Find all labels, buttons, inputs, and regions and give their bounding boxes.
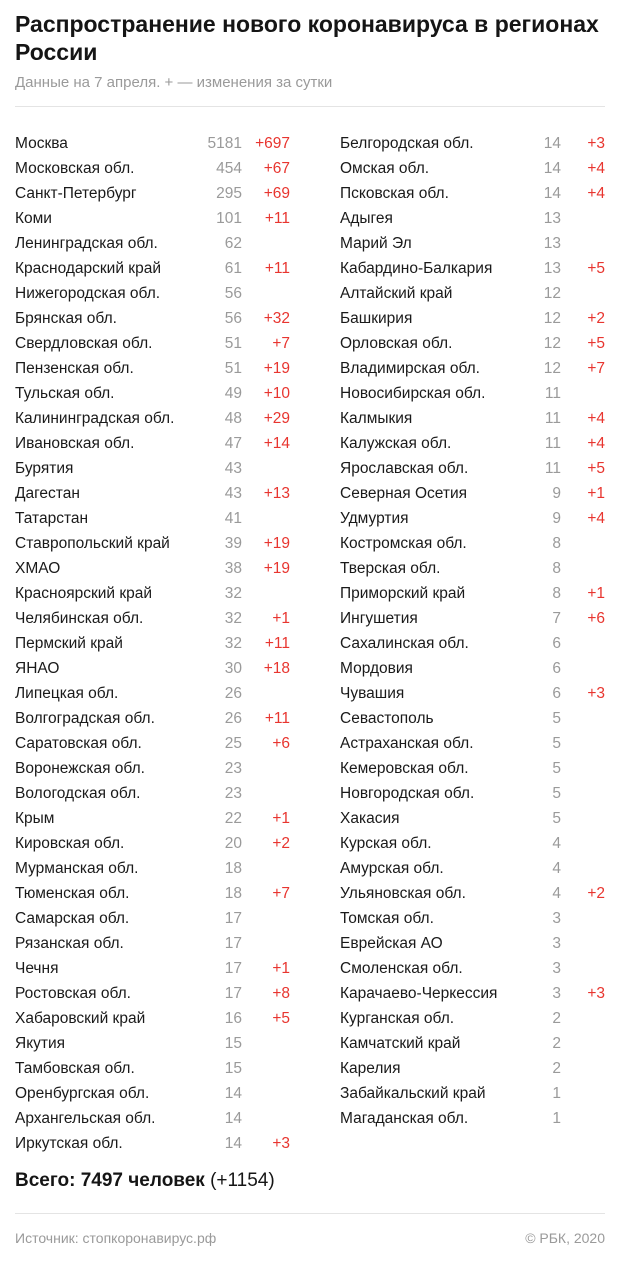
region-row — [15, 531, 290, 556]
region-row — [340, 756, 605, 781]
region-daily-change: +5 — [587, 335, 605, 352]
region-name: Владимирская обл. — [340, 360, 480, 377]
region-cases: 41 — [224, 510, 242, 527]
region-row — [340, 231, 605, 256]
region-cases: 6 — [552, 660, 561, 677]
region-daily-change: +19 — [263, 360, 290, 377]
region-cases: 56 — [224, 285, 242, 302]
region-row — [15, 281, 290, 306]
region-daily-change: +5 — [587, 260, 605, 277]
region-name: Калмыкия — [340, 410, 413, 427]
region-row — [340, 431, 605, 456]
region-cases: 51 — [224, 335, 242, 352]
page-subtitle: Данные на 7 апреля. + — изменения за сутки — [15, 74, 333, 91]
region-daily-change: +3 — [272, 1135, 290, 1152]
region-daily-change: +2 — [587, 310, 605, 327]
region-cases: 56 — [224, 310, 242, 327]
region-cases: 48 — [224, 410, 242, 427]
region-row — [340, 731, 605, 756]
region-daily-change: +7 — [587, 360, 605, 377]
region-daily-change: +4 — [587, 410, 605, 427]
footer-divider — [15, 1213, 605, 1214]
region-row — [340, 981, 605, 1006]
region-cases: 2 — [552, 1060, 561, 1077]
region-name: Ярославская обл. — [340, 460, 469, 477]
region-cases: 7 — [552, 610, 561, 627]
region-row — [340, 956, 605, 981]
region-cases: 32 — [224, 635, 242, 652]
region-name: Сахалинская обл. — [340, 635, 469, 652]
region-cases: 23 — [224, 760, 242, 777]
region-name: Ульяновская обл. — [340, 885, 466, 902]
region-row — [15, 781, 290, 806]
region-cases: 12 — [543, 285, 561, 302]
regions-column-right — [340, 131, 605, 1131]
region-name: Нижегородская обл. — [15, 285, 161, 302]
region-daily-change: +19 — [263, 535, 290, 552]
region-cases: 5 — [552, 710, 561, 727]
region-cases: 17 — [224, 910, 242, 927]
region-cases: 23 — [224, 785, 242, 802]
region-row — [340, 781, 605, 806]
region-row — [15, 706, 290, 731]
region-name: Тамбовская обл. — [15, 1060, 135, 1077]
region-name: Ивановская обл. — [15, 435, 135, 452]
region-row — [15, 131, 290, 156]
region-name: Свердловская обл. — [15, 335, 153, 352]
region-name: Мурманская обл. — [15, 860, 139, 877]
region-cases: 9 — [552, 485, 561, 502]
region-cases: 2 — [552, 1010, 561, 1027]
region-name: Новосибирская обл. — [340, 385, 486, 402]
region-row — [340, 406, 605, 431]
region-cases: 13 — [543, 235, 561, 252]
region-daily-change: +18 — [263, 660, 290, 677]
region-daily-change: +1 — [587, 485, 605, 502]
region-name: Орловская обл. — [340, 335, 453, 352]
region-cases: 454 — [216, 160, 242, 177]
region-daily-change: +29 — [263, 410, 290, 427]
region-name: Крым — [15, 810, 55, 827]
region-row — [340, 806, 605, 831]
region-name: Адыгея — [340, 210, 393, 227]
region-daily-change: +2 — [587, 885, 605, 902]
region-cases: 17 — [224, 985, 242, 1002]
region-row — [15, 306, 290, 331]
region-name: Приморский край — [340, 585, 466, 602]
region-cases: 6 — [552, 685, 561, 702]
region-row — [15, 681, 290, 706]
region-row — [340, 606, 605, 631]
region-name: Томская обл. — [340, 910, 434, 927]
region-daily-change: +11 — [264, 635, 290, 652]
region-row — [340, 656, 605, 681]
region-daily-change: +7 — [272, 885, 290, 902]
region-row — [340, 506, 605, 531]
region-name: Курская обл. — [340, 835, 432, 852]
region-row — [340, 306, 605, 331]
region-row — [340, 456, 605, 481]
region-name: Чувашия — [340, 685, 405, 702]
region-cases: 3 — [552, 910, 561, 927]
total-delta: (+1154) — [210, 1170, 275, 1191]
region-cases: 20 — [224, 835, 242, 852]
region-name: Курганская обл. — [340, 1010, 455, 1027]
region-name: Марий Эл — [340, 235, 412, 252]
region-cases: 43 — [224, 460, 242, 477]
region-row — [340, 681, 605, 706]
region-cases: 14 — [224, 1085, 242, 1102]
region-cases: 1 — [552, 1085, 561, 1102]
region-name: Краснодарский край — [15, 260, 161, 277]
region-name: Ленинградская обл. — [15, 235, 158, 252]
total-summary — [15, 1170, 275, 1192]
region-name: Саратовская обл. — [15, 735, 142, 752]
region-daily-change: +3 — [587, 135, 605, 152]
header-divider — [15, 106, 605, 107]
region-name: Москва — [15, 135, 68, 152]
region-daily-change: +3 — [587, 685, 605, 702]
region-name: Кемеровская обл. — [340, 760, 469, 777]
region-row — [15, 806, 290, 831]
region-daily-change: +4 — [587, 160, 605, 177]
region-name: Коми — [15, 210, 52, 227]
region-row — [15, 581, 290, 606]
region-row — [15, 506, 290, 531]
region-daily-change: +3 — [587, 985, 605, 1002]
region-name: Забайкальский край — [340, 1085, 486, 1102]
region-row — [15, 881, 290, 906]
region-name: ЯНАО — [15, 660, 60, 677]
region-name: Вологодская обл. — [15, 785, 141, 802]
region-name: Астраханская обл. — [340, 735, 474, 752]
region-name: Башкирия — [340, 310, 413, 327]
region-cases: 17 — [224, 960, 242, 977]
region-row — [340, 181, 605, 206]
region-name: Псковская обл. — [340, 185, 449, 202]
region-row — [340, 156, 605, 181]
region-cases: 6 — [552, 635, 561, 652]
region-row — [340, 281, 605, 306]
region-cases: 15 — [224, 1060, 242, 1077]
region-daily-change: +67 — [263, 160, 290, 177]
region-daily-change: +8 — [272, 985, 290, 1002]
region-cases: 3 — [552, 985, 561, 1002]
region-daily-change: +13 — [263, 485, 290, 502]
region-name: Карачаево-Черкессия — [340, 985, 498, 1002]
region-cases: 3 — [552, 935, 561, 952]
region-daily-change: +4 — [587, 435, 605, 452]
region-row — [340, 881, 605, 906]
region-row — [15, 631, 290, 656]
region-cases: 101 — [216, 210, 242, 227]
region-name: Тульская обл. — [15, 385, 115, 402]
region-row — [15, 981, 290, 1006]
region-row — [340, 831, 605, 856]
region-row — [15, 606, 290, 631]
region-name: Чечня — [15, 960, 59, 977]
region-name: Калининградская обл. — [15, 410, 175, 427]
region-row — [15, 956, 290, 981]
region-row — [15, 1081, 290, 1106]
region-name: Еврейская АО — [340, 935, 443, 952]
region-row — [15, 1106, 290, 1131]
region-cases: 26 — [224, 710, 242, 727]
region-cases: 11 — [544, 435, 561, 452]
region-row — [15, 731, 290, 756]
region-row — [15, 906, 290, 931]
region-row — [15, 331, 290, 356]
page-title: Распространение нового коронавируса в регионах России — [15, 11, 599, 65]
region-cases: 14 — [543, 135, 561, 152]
region-name: Ростовская обл. — [15, 985, 131, 1002]
region-row — [340, 256, 605, 281]
region-row — [340, 1006, 605, 1031]
region-row — [15, 356, 290, 381]
region-daily-change: +6 — [272, 735, 290, 752]
region-cases: 5 — [552, 785, 561, 802]
region-cases: 11 — [544, 460, 561, 477]
region-daily-change: +19 — [263, 560, 290, 577]
region-cases: 25 — [224, 735, 242, 752]
region-cases: 4 — [552, 860, 561, 877]
region-row — [340, 206, 605, 231]
region-name: Санкт-Петербург — [15, 185, 137, 202]
region-name: Белгородская обл. — [340, 135, 474, 152]
region-daily-change: +69 — [263, 185, 290, 202]
region-row — [15, 256, 290, 281]
region-daily-change: +1 — [272, 610, 290, 627]
region-row — [340, 1106, 605, 1131]
region-row — [15, 1131, 290, 1156]
region-cases: 32 — [224, 585, 242, 602]
region-name: Кировская обл. — [15, 835, 125, 852]
region-daily-change: +2 — [272, 835, 290, 852]
region-name: Севастополь — [340, 710, 434, 727]
region-name: Новгородская обл. — [340, 785, 475, 802]
region-row — [15, 1031, 290, 1056]
copyright-note: © РБК, 2020 — [525, 1230, 605, 1246]
region-row — [15, 206, 290, 231]
region-name: Татарстан — [15, 510, 89, 527]
region-daily-change: +11 — [264, 260, 290, 277]
region-cases: 17 — [224, 935, 242, 952]
region-daily-change: +5 — [587, 460, 605, 477]
region-name: Волгоградская обл. — [15, 710, 155, 727]
region-row — [15, 831, 290, 856]
region-daily-change: +7 — [272, 335, 290, 352]
region-name: Пермский край — [15, 635, 123, 652]
region-name: Магаданская обл. — [340, 1110, 469, 1127]
region-row — [15, 931, 290, 956]
region-row — [340, 331, 605, 356]
region-cases: 11 — [544, 385, 561, 402]
region-row — [340, 906, 605, 931]
region-cases: 14 — [224, 1110, 242, 1127]
region-row — [15, 656, 290, 681]
region-row — [15, 481, 290, 506]
region-name: Оренбургская обл. — [15, 1085, 150, 1102]
region-cases: 62 — [224, 235, 242, 252]
region-name: Тюменская обл. — [15, 885, 130, 902]
region-row — [340, 481, 605, 506]
region-cases: 51 — [224, 360, 242, 377]
region-cases: 61 — [224, 260, 242, 277]
region-daily-change: +697 — [255, 135, 290, 152]
region-name: Тверская обл. — [340, 560, 441, 577]
region-cases: 47 — [224, 435, 242, 452]
region-name: Иркутская обл. — [15, 1135, 123, 1152]
region-row — [15, 181, 290, 206]
region-row — [15, 156, 290, 181]
region-row — [15, 756, 290, 781]
region-row — [340, 581, 605, 606]
region-cases: 38 — [224, 560, 242, 577]
region-name: Якутия — [15, 1035, 66, 1052]
region-name: Архангельская обл. — [15, 1110, 156, 1127]
region-name: ХМАО — [15, 560, 61, 577]
region-cases: 49 — [224, 385, 242, 402]
region-row — [340, 856, 605, 881]
region-row — [340, 531, 605, 556]
region-row — [15, 406, 290, 431]
region-daily-change: +4 — [587, 185, 605, 202]
region-name: Бурятия — [15, 460, 74, 477]
region-cases: 18 — [224, 860, 242, 877]
region-daily-change: +11 — [264, 710, 290, 727]
region-name: Мордовия — [340, 660, 413, 677]
region-name: Омская обл. — [340, 160, 430, 177]
region-name: Рязанская обл. — [15, 935, 124, 952]
region-name: Смоленская обл. — [340, 960, 463, 977]
region-row — [340, 631, 605, 656]
region-daily-change: +5 — [272, 1010, 290, 1027]
region-cases: 5 — [552, 735, 561, 752]
region-row — [15, 556, 290, 581]
region-cases: 18 — [224, 885, 242, 902]
region-cases: 14 — [543, 160, 561, 177]
region-cases: 4 — [552, 835, 561, 852]
region-cases: 5181 — [207, 135, 242, 152]
region-name: Карелия — [340, 1060, 401, 1077]
region-row — [340, 1031, 605, 1056]
region-row — [15, 1056, 290, 1081]
region-row — [340, 556, 605, 581]
region-row — [340, 706, 605, 731]
region-cases: 295 — [216, 185, 242, 202]
region-daily-change: +32 — [263, 310, 290, 327]
region-cases: 14 — [543, 185, 561, 202]
region-name: Красноярский край — [15, 585, 153, 602]
region-row — [340, 381, 605, 406]
region-name: Ингушетия — [340, 610, 418, 627]
region-cases: 2 — [552, 1035, 561, 1052]
region-row — [15, 431, 290, 456]
region-row — [15, 231, 290, 256]
region-name: Северная Осетия — [340, 485, 468, 502]
region-cases: 8 — [552, 535, 561, 552]
region-cases: 8 — [552, 585, 561, 602]
region-cases: 26 — [224, 685, 242, 702]
region-daily-change: +10 — [263, 385, 290, 402]
region-row — [340, 356, 605, 381]
region-cases: 11 — [544, 410, 561, 427]
region-daily-change: +14 — [263, 435, 290, 452]
region-row — [15, 1006, 290, 1031]
region-name: Самарская обл. — [15, 910, 130, 927]
region-daily-change: +1 — [272, 960, 290, 977]
region-name: Костромская обл. — [340, 535, 467, 552]
region-cases: 1 — [552, 1110, 561, 1127]
region-name: Воронежская обл. — [15, 760, 145, 777]
region-cases: 9 — [552, 510, 561, 527]
region-row — [340, 131, 605, 156]
region-cases: 4 — [552, 885, 561, 902]
region-name: Хабаровский край — [15, 1010, 146, 1027]
total-label: Всего: 7497 человек — [15, 1170, 205, 1191]
region-name: Московская обл. — [15, 160, 135, 177]
region-cases: 12 — [543, 335, 561, 352]
region-name: Кабардино-Балкария — [340, 260, 493, 277]
regions-column-left — [15, 131, 290, 1156]
region-cases: 13 — [543, 260, 561, 277]
region-daily-change: +1 — [272, 810, 290, 827]
region-cases: 5 — [552, 760, 561, 777]
region-cases: 5 — [552, 810, 561, 827]
region-row — [15, 856, 290, 881]
region-name: Ставропольский край — [15, 535, 170, 552]
source-note: Источник: стопкоронавирус.рф — [15, 1230, 217, 1246]
region-name: Камчатский край — [340, 1035, 461, 1052]
region-name: Хакасия — [340, 810, 400, 827]
region-name: Дагестан — [15, 485, 80, 502]
region-cases: 39 — [224, 535, 242, 552]
region-name: Калужская обл. — [340, 435, 452, 452]
region-cases: 3 — [552, 960, 561, 977]
region-name: Амурская обл. — [340, 860, 444, 877]
region-daily-change: +11 — [264, 210, 290, 227]
region-cases: 22 — [224, 810, 242, 827]
region-cases: 43 — [224, 485, 242, 502]
region-row — [15, 456, 290, 481]
region-cases: 30 — [224, 660, 242, 677]
region-name: Пензенская обл. — [15, 360, 134, 377]
region-cases: 12 — [543, 360, 561, 377]
region-daily-change: +1 — [587, 585, 605, 602]
region-name: Удмуртия — [340, 510, 409, 527]
region-row — [340, 1081, 605, 1106]
region-cases: 15 — [224, 1035, 242, 1052]
region-row — [340, 931, 605, 956]
region-row — [15, 381, 290, 406]
region-name: Брянская обл. — [15, 310, 117, 327]
region-daily-change: +6 — [587, 610, 605, 627]
region-cases: 16 — [224, 1010, 242, 1027]
region-row — [340, 1056, 605, 1081]
region-cases: 14 — [224, 1135, 242, 1152]
region-name: Алтайский край — [340, 285, 453, 302]
region-cases: 32 — [224, 610, 242, 627]
region-daily-change: +4 — [587, 510, 605, 527]
region-name: Липецкая обл. — [15, 685, 119, 702]
region-cases: 13 — [543, 210, 561, 227]
region-cases: 12 — [543, 310, 561, 327]
region-cases: 8 — [552, 560, 561, 577]
region-name: Челябинская обл. — [15, 610, 144, 627]
